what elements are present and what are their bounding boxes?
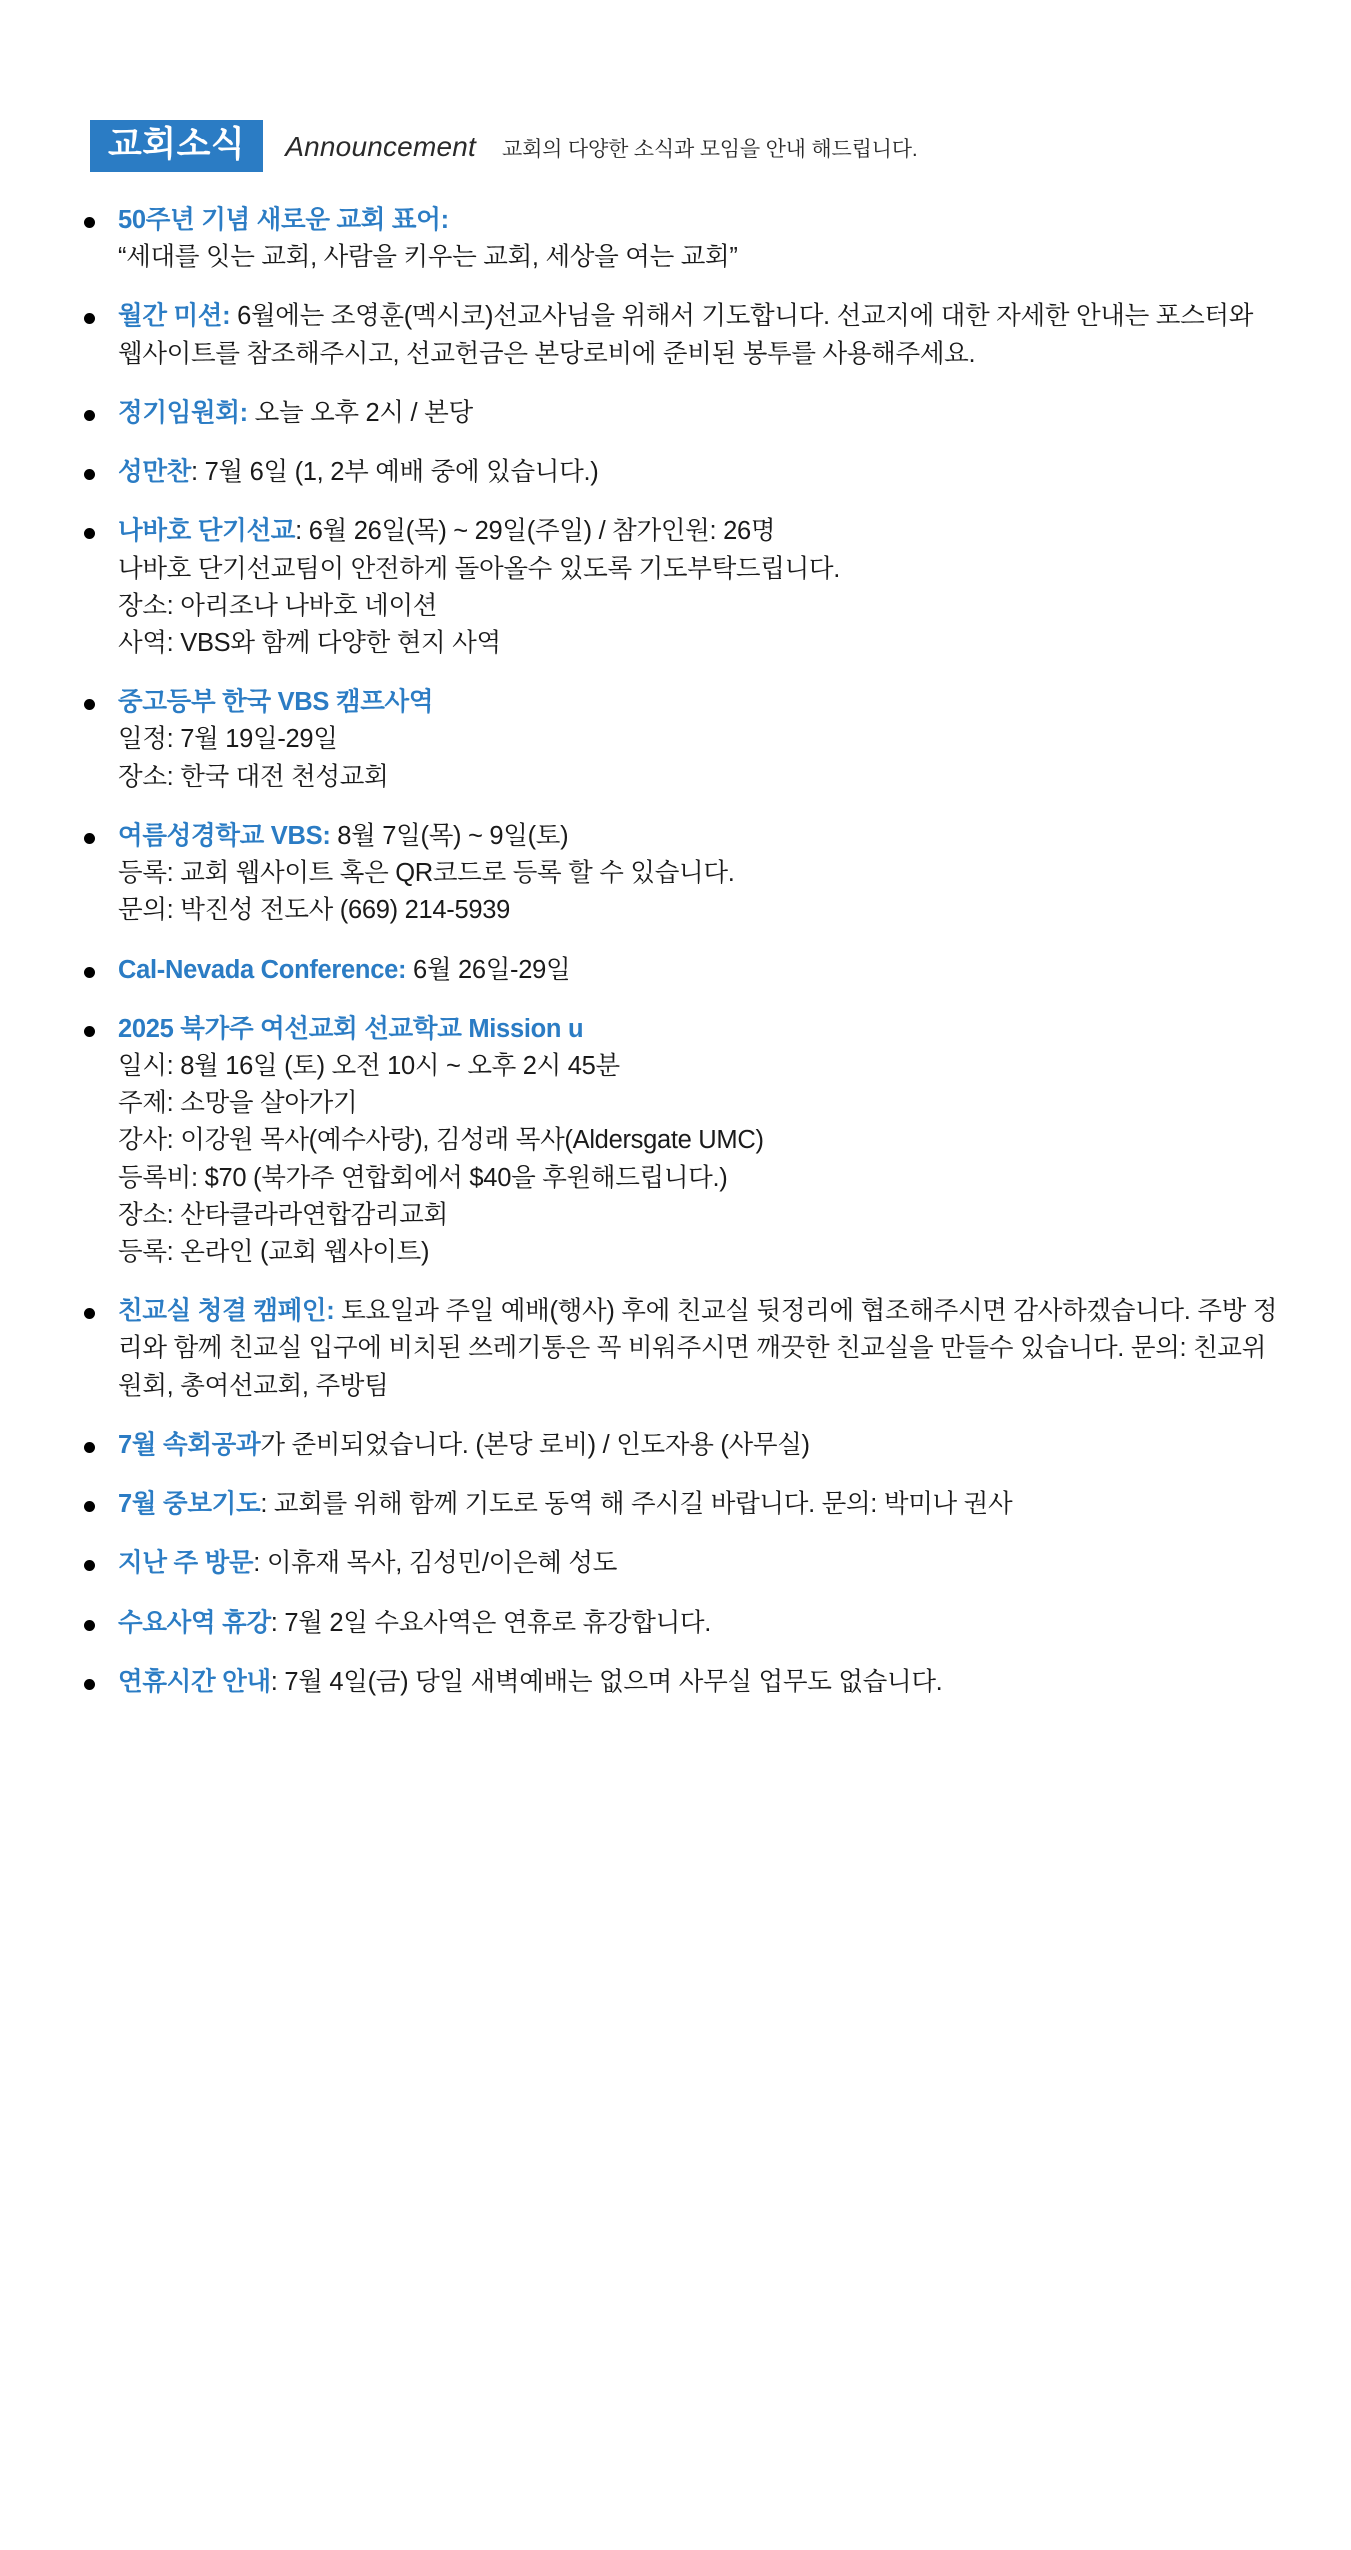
- list-item: [70, 684, 1281, 796]
- notice-heading-line: [118, 818, 1281, 855]
- notice-heading-line: [118, 395, 1281, 432]
- notice-detail-line: 장소: 한국 대전 천성교회: [118, 762, 389, 791]
- notice-title: 7월 속회공과: [118, 1430, 261, 1459]
- list-item: [70, 1545, 1281, 1582]
- page-title: 교회소식: [90, 120, 263, 172]
- notice-title: 친교실 청결 캠페인:: [118, 1297, 335, 1326]
- notice-heading-line: [118, 1011, 1281, 1048]
- announcement-list: [70, 202, 1281, 1701]
- list-item: [70, 1605, 1281, 1642]
- notice-detail-line: 등록: 교회 웹사이트 혹은 QR코드로 등록 할 수 있습니다.: [118, 859, 735, 888]
- list-item: [70, 1293, 1281, 1405]
- notice-detail-line: 일정: 7월 19일-29일: [118, 725, 338, 754]
- notice-title: 월간 미션:: [118, 302, 231, 331]
- notice-heading-line: [118, 1486, 1281, 1523]
- notice-heading-line: [118, 1545, 1281, 1582]
- notice-heading-line: [118, 684, 1281, 721]
- notice-inline-text: : 교회를 위해 함께 기도로 동역 해 주시길 바랍니다. 문의: 박미나 권사: [260, 1490, 1013, 1519]
- list-item: [70, 1486, 1281, 1523]
- notice-inline-text: : 이휴재 목사, 김성민/이은혜 성도: [253, 1549, 618, 1578]
- notice-title: 정기임원회:: [118, 398, 248, 427]
- list-item: [70, 952, 1281, 989]
- notice-heading-line: [118, 202, 1281, 239]
- notice-inline-text: 토요일과 주일 예배(행사) 후에 친교실 뒷정리에 협조해주시면 감사하겠습니다. 주방 정리와 함께 친교실 입구에 비치된 쓰레기통은 꼭 비워주시면 깨끗한 친교실을 만들수 있습니다. 문의: 친교위원회, 총여선교회, 주방팀: [118, 1297, 1278, 1400]
- notice-heading-line: [118, 1293, 1281, 1405]
- notice-title: 50주년 기념 새로운 교회 표어: [118, 206, 441, 234]
- notice-inline-text: : 7월 6일 (1, 2부 예배 중에 있습니다.): [191, 458, 599, 487]
- notice-title: 나바호 단기선교: [118, 517, 296, 546]
- page-title-english: Announcement: [285, 131, 477, 162]
- notice-inline-text: : 7월 4일(금) 당일 새벽예배는 없으며 사무실 업무도 없습니다.: [270, 1667, 943, 1696]
- notice-inline-text: : 6월 26일(목) ~ 29일(주일) / 참가인원: 26명: [295, 517, 776, 546]
- notice-title-suffix: :: [440, 206, 449, 234]
- notice-detail-line: 문의: 박진성 전도사 (669) 214-5939: [118, 896, 510, 925]
- notice-inline-text: 8월 7일(목) ~ 9일(토): [330, 821, 569, 850]
- notice-heading-line: [118, 298, 1281, 372]
- notice-inline-text: 오늘 오후 2시 / 본당: [247, 398, 473, 427]
- notice-inline-text: 가 준비되었습니다. (본당 로비) / 인도자용 (사무실): [260, 1430, 810, 1459]
- notice-title: 2025 북가주 여선교회 선교학교 Mission u: [118, 1014, 584, 1043]
- notice-heading-line: [118, 513, 1281, 550]
- notice-title: 수요사역 휴강: [118, 1608, 271, 1637]
- notice-detail-line: 장소: 산타클라라연합감리교회: [118, 1200, 448, 1229]
- notice-detail-line: 일시: 8월 16일 (토) 오전 10시 ~ 오후 2시 45분: [118, 1051, 620, 1080]
- notice-detail-line: 등록비: $70 (북가주 연합회에서 $40을 후원해드립니다.): [118, 1163, 728, 1192]
- notice-inline-text: 6월에는 조영훈(멕시코)선교사님을 위해서 기도합니다. 선교지에 대한 자세한 안내는 포스터와 웹사이트를 참조해주시고, 선교헌금은 본당로비에 준비된 봉투를 사용해주세요.: [118, 302, 1254, 368]
- notice-title: 연휴시간 안내: [118, 1667, 271, 1696]
- notice-detail-line: 나바호 단기선교팀이 안전하게 돌아올수 있도록 기도부탁드립니다.: [118, 554, 841, 583]
- notice-title: 성만찬: [118, 458, 191, 487]
- notice-heading-line: [118, 454, 1281, 491]
- notice-detail-line: “세대를 잇는 교회, 사람을 키우는 교회, 세상을 여는 교회”: [118, 243, 738, 272]
- list-item: [70, 202, 1281, 276]
- notice-title: 7월 중보기도: [118, 1490, 261, 1519]
- notice-detail-line: 주제: 소망을 살아가기: [118, 1089, 358, 1118]
- notice-heading-line: [118, 952, 1281, 989]
- notice-detail-line: 강사: 이강원 목사(예수사랑), 김성래 목사(Aldersgate UMC): [118, 1126, 764, 1155]
- list-item: [70, 298, 1281, 372]
- notice-detail-line: 사역: VBS와 함께 다양한 현지 사역: [118, 628, 501, 657]
- list-item: [70, 1664, 1281, 1701]
- notice-title: 중고등부 한국 VBS 캠프사역: [118, 688, 434, 717]
- page-header: [90, 120, 1281, 172]
- notice-title: 지난 주 방문: [118, 1549, 254, 1578]
- notice-title: 여름성경학교 VBS:: [118, 821, 331, 850]
- notice-inline-text: 6월 26일-29일: [406, 955, 571, 984]
- list-item: [70, 454, 1281, 491]
- notice-inline-text: : 7월 2일 수요사역은 연휴로 휴강합니다.: [270, 1608, 712, 1637]
- list-item: [70, 513, 1281, 662]
- page-subtitle: 교회의 다양한 소식과 모임을 안내 해드립니다.: [502, 138, 918, 161]
- list-item: [70, 818, 1281, 930]
- list-item: [70, 1427, 1281, 1464]
- notice-title: Cal-Nevada Conference:: [118, 955, 407, 984]
- notice-heading-line: [118, 1664, 1281, 1701]
- notice-detail-line: 등록: 온라인 (교회 웹사이트): [118, 1238, 430, 1267]
- notice-detail-line: 장소: 아리조나 나바호 네이션: [118, 591, 438, 620]
- notice-heading-line: [118, 1605, 1281, 1642]
- list-item: [70, 395, 1281, 432]
- list-item: [70, 1011, 1281, 1272]
- notice-heading-line: [118, 1427, 1281, 1464]
